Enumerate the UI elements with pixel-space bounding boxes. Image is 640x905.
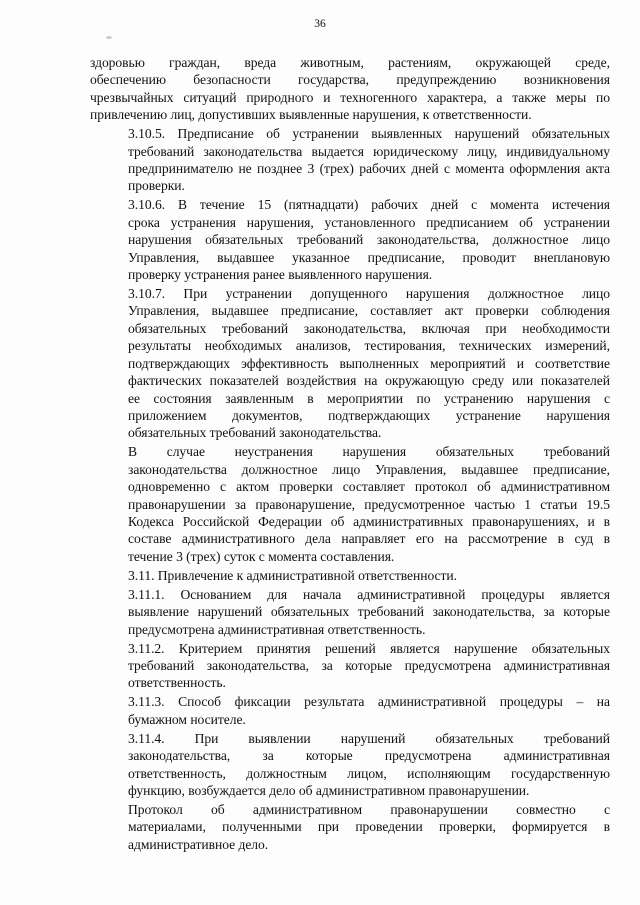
text-line: предусмотрена административная ответственность. [128, 621, 426, 637]
text-line: результаты необходимых анализов, тестирования, технических измерений, [128, 338, 610, 354]
text-line: 3.10.7. При устранении допущенного нарушения должностное лицо [128, 286, 610, 302]
text-line: материалами, полученными при проведении проверки, формируется в [128, 819, 610, 835]
paragraph [90, 693, 610, 728]
paragraph [90, 443, 610, 565]
paragraph [90, 567, 610, 584]
text-line: приложением документов, подтверждающих устранение нарушения [128, 407, 610, 423]
text-line: предпринимателю не позднее 3 (трех) рабочих дней с момента оформления акта [128, 161, 610, 177]
text-line: подтверждающих эффективность выполненных мероприятий и соответствие [128, 355, 610, 371]
text-line: 3.10.5. Предписание об устранении выявленных нарушений обязательных [128, 126, 610, 142]
text-line: срока устранения нарушения, установленного предписанием об устранении [128, 214, 610, 230]
text-line: бумажном носителе. [128, 711, 246, 727]
text-line: здоровью граждан, вреда животным, растениям, окружающей среде, [90, 55, 610, 70]
text-line: обязательных требований законодательства. [128, 425, 382, 441]
text-line: одновременно с актом проверки составляет протокол об административном [128, 479, 610, 495]
text-line: проверку устранения ранее выявленного нарушения. [128, 267, 433, 283]
text-line: административное дело. [128, 836, 269, 852]
text-line: Управления, выдавшее указанное предписание, проводит внеплановую [128, 249, 610, 265]
text-line: нарушения обязательных требований законодательства, должностное лицо [128, 232, 610, 248]
paragraph [90, 586, 610, 638]
text-line: обеспечению безопасности государства, предупреждению возникновения [90, 72, 610, 88]
paragraph [90, 285, 610, 442]
text-line: Протокол об административном правонарушении совместно с [128, 802, 610, 817]
document-body [90, 54, 610, 855]
paragraph [90, 801, 610, 853]
text-line: 3.10.6. В течение 15 (пятнадцати) рабочих дней с момента истечения [128, 197, 610, 213]
text-line: чрезвычайных ситуаций природного и техногенного характера, а также меры по [90, 89, 610, 105]
text-line: 3.11. Привлечение к административной ответственности. [128, 567, 457, 583]
text-line: выявление нарушений обязательных требований законодательства, за которые [128, 604, 610, 620]
text-line: фактических показателей воздействия на окружающую среду или показателей [128, 373, 610, 389]
paragraph [90, 730, 610, 800]
text-line: 3.11.2. Критерием принятия решений является нарушение обязательных [128, 640, 610, 656]
text-line: В случае неустранения нарушения обязательных требований [128, 444, 610, 460]
text-line: Управления, выдавшее предписание, составляет акт проверки соблюдения [128, 303, 610, 319]
scan-mark [106, 36, 112, 39]
text-line: требований законодательства, за которые предусмотрена административная [128, 657, 610, 673]
text-line: 3.11.1. Основанием для начала административной процедуры является [128, 586, 610, 602]
text-line: ответственность. [128, 675, 226, 691]
text-line: 3.11.3. Способ фиксации результата административной процедуры – на [128, 694, 610, 710]
paragraph [90, 640, 610, 692]
paragraph [90, 196, 610, 283]
text-line: ее состояния заявленным в мероприятии по устранению нарушения с [128, 390, 610, 406]
paragraph [90, 54, 610, 124]
text-line: привлечению лиц, допустивших выявленные нарушения, к ответственности. [90, 107, 532, 123]
text-line: течение 3 (трех) суток с момента составления. [128, 548, 395, 564]
text-line: законодательства должностное лицо Управления, выдавшее предписание, [128, 461, 610, 477]
paragraph [90, 125, 610, 195]
page-number: 36 [314, 18, 326, 30]
text-line: Кодекса Российской Федерации об административных правонарушениях, и в [128, 513, 610, 529]
text-line: обязательных требований законодательства, включая при необходимости [128, 320, 610, 336]
text-line: 3.11.4. При выявлении нарушений обязательных требований [128, 730, 610, 746]
text-line: ответственность, должностным лицом, исполняющим государственную [128, 765, 610, 781]
text-line: функцию, возбуждается дело об административном правонарушении. [128, 783, 530, 798]
text-line: составе административного дела направляет его на рассмотрение в суд в [128, 531, 610, 547]
text-line: законодательства, за которые предусмотрена административная [128, 748, 610, 764]
text-line: правонарушении за правонарушение, предусмотренное частью 1 статьи 19.5 [128, 496, 610, 512]
text-line: требований законодательства выдается юридическому лицу, индивидуальному [128, 143, 610, 159]
text-line: проверки. [128, 178, 185, 194]
